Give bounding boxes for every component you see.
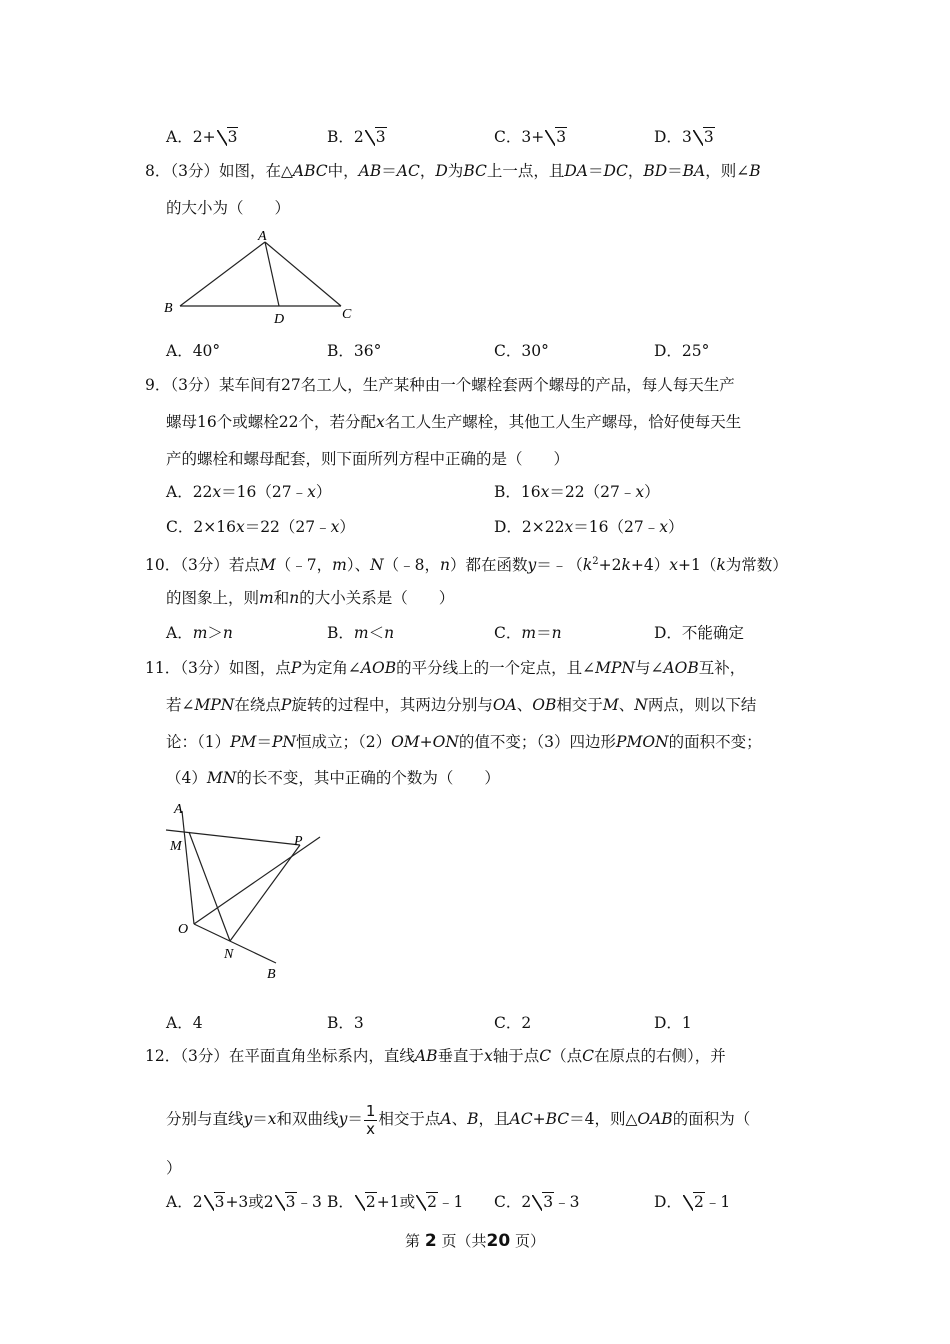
math-var: OB: [532, 696, 557, 714]
q7-option-a: [166, 127, 238, 147]
math-var: C: [582, 1047, 595, 1065]
text: ＝: [256, 733, 272, 751]
text: 的平分线上的一个定点，且∠: [396, 659, 596, 677]
text: （﹣8，: [383, 556, 441, 575]
q12-line-1: [145, 1046, 726, 1066]
math-var: k: [621, 556, 631, 575]
text: ，且: [478, 1110, 510, 1128]
text: ）: [667, 518, 684, 536]
text: ＝22（27﹣: [244, 518, 331, 536]
math-var: OAB: [637, 1110, 673, 1128]
math-var: x: [483, 1047, 493, 1065]
q12-line-3: ）: [166, 1159, 182, 1177]
q9-line-2: [166, 412, 741, 432]
radicand: 3: [703, 128, 714, 146]
q11-angle-figure: [160, 795, 330, 985]
text: ＝16（27﹣: [573, 518, 660, 536]
math-var: x: [212, 483, 222, 501]
text: 中，: [327, 162, 359, 180]
q9-option-b: [494, 482, 660, 502]
text: 互补，: [698, 659, 746, 677]
q11-option-d: D．1: [654, 1014, 692, 1032]
option-label: B．: [327, 128, 354, 146]
text: 相交于: [556, 696, 603, 714]
q9-option-c: [166, 517, 355, 537]
sqrt-symbol: [532, 1192, 554, 1212]
q12-option-d: [654, 1192, 730, 1212]
q7-option-b: [327, 127, 387, 147]
math-var: n: [551, 624, 562, 642]
question-score: （3分）: [170, 162, 219, 180]
footer-text: 页）: [514, 1232, 545, 1250]
math-var: n: [289, 589, 300, 607]
math-var: PMON: [616, 733, 669, 751]
question-score: （3分）: [180, 1047, 229, 1065]
math-var: MPN: [194, 696, 235, 714]
sqrt-symbol: [355, 1192, 377, 1212]
math-var: DC: [603, 162, 628, 180]
sqrt-symbol: [365, 127, 387, 147]
q10-line-1: [145, 552, 788, 575]
fraction-denominator: x: [366, 1119, 376, 1138]
q8-line-2: 的大小为（ ）: [166, 199, 291, 217]
text: 在原点的右侧），并: [594, 1047, 726, 1065]
math-var: PN: [271, 733, 296, 751]
text: 旋转的过程中，其两边分别与: [291, 696, 493, 714]
math-var: n: [222, 624, 233, 642]
q12-option-a: [166, 1192, 322, 1212]
q12-option-b: [327, 1192, 463, 1212]
math-var: AOB: [663, 659, 699, 677]
text: ，: [627, 162, 644, 180]
text: 两点，则以下结: [647, 696, 757, 714]
text: 为常数）: [725, 556, 788, 575]
sqrt-symbol: [204, 1192, 226, 1212]
label-a: A: [258, 229, 267, 244]
bisector-op: [194, 837, 320, 924]
math-var: x: [330, 518, 340, 536]
text: 螺母16个或螺栓22个，若分配: [166, 413, 376, 431]
math-var: y: [338, 1110, 348, 1128]
label-d: D: [274, 312, 285, 327]
text: 论：（1）: [166, 733, 231, 751]
text: ＝: [536, 624, 552, 642]
math-var: D: [435, 162, 448, 180]
radicand: 3: [556, 128, 567, 146]
text: 名工人生产螺栓，其他工人生产螺母，恰好使每天生: [384, 413, 742, 431]
text: 的面积不变；: [668, 733, 762, 751]
text: 为: [447, 162, 464, 180]
math-var: y: [243, 1110, 253, 1128]
text: （4）: [166, 769, 207, 787]
text: 、: [451, 1110, 468, 1128]
q11-line-4: [166, 768, 500, 788]
question-score: （3分）: [170, 376, 219, 394]
math-var: m: [353, 624, 369, 642]
text: C．2: [494, 1193, 532, 1211]
text: ﹣1: [704, 1193, 731, 1211]
text: A．22: [166, 483, 213, 501]
text: ﹣1: [438, 1193, 464, 1211]
text: 与∠: [634, 659, 664, 677]
line-mp: [166, 830, 300, 845]
text: ＝: [667, 162, 683, 180]
text: ，则∠: [705, 162, 750, 180]
text: 和: [273, 589, 290, 607]
label-o: O: [178, 922, 189, 937]
math-var: y: [527, 556, 537, 575]
question-number: 8．: [145, 162, 171, 180]
text: ）: [315, 483, 332, 501]
radicand: 3: [214, 1193, 225, 1211]
text: B．16: [494, 483, 541, 501]
math-var: A: [440, 1110, 452, 1128]
math-var: x: [659, 518, 668, 536]
text: ）、: [346, 556, 371, 575]
option-label: A．: [166, 624, 193, 642]
math-var: M: [259, 556, 276, 575]
math-var: n: [384, 624, 395, 642]
q8-option-a: A．40°: [166, 342, 221, 360]
text: ＜: [368, 624, 385, 642]
text: 为定角∠: [301, 659, 361, 677]
text: 轴于点: [492, 1047, 540, 1065]
text: 垂直于: [437, 1047, 484, 1065]
radicand: 3: [375, 128, 386, 146]
math-var: OA: [492, 696, 517, 714]
q11-option-b: B．3: [327, 1014, 364, 1032]
math-var: M: [602, 696, 619, 714]
math-var: k: [716, 556, 726, 575]
math-var: x: [564, 518, 574, 536]
question-number: 9．: [145, 376, 171, 394]
q8-triangle-figure: [158, 226, 363, 328]
radicand: 2: [365, 1193, 376, 1211]
label-b: B: [267, 967, 276, 982]
text: 相交于点: [378, 1110, 441, 1128]
text: B．: [327, 1193, 354, 1211]
math-var: m: [521, 624, 537, 642]
text: C．2×16: [166, 518, 236, 536]
text: ＝﹣（: [536, 556, 583, 575]
q11-line-3: [166, 732, 762, 752]
text: 若∠: [166, 696, 195, 714]
text: 、: [618, 696, 635, 714]
math-var: N: [634, 696, 648, 714]
text: ＝: [347, 1110, 363, 1128]
radicand: 3: [543, 1193, 554, 1211]
text: ＝: [588, 162, 604, 180]
total-pages: 20: [486, 1231, 511, 1251]
math-var: m: [192, 624, 208, 642]
option-label: B．: [327, 624, 354, 642]
question-number: 12．: [145, 1047, 181, 1065]
q11-option-c: C．2: [494, 1014, 532, 1032]
text: ﹣3: [554, 1193, 580, 1211]
question-number: 10．: [145, 556, 181, 575]
sqrt-symbol: [693, 127, 715, 147]
math-var: AB: [358, 162, 382, 180]
q9-line-3: 产的螺栓和螺母配套，则下面所列方程中正确的是（ ）: [166, 450, 570, 468]
text: ＞: [207, 624, 223, 642]
sqrt-symbol: [416, 1192, 438, 1212]
text: +1（: [677, 556, 717, 575]
sqrt-symbol: [683, 1192, 705, 1212]
fraction-numerator: 1: [365, 1101, 376, 1120]
text: ＝: [252, 1110, 268, 1128]
q8-option-c: C．30°: [494, 342, 549, 360]
text: ）: [339, 518, 355, 536]
text: 的值不变；（3）四边形: [458, 733, 617, 751]
math-var: AB: [414, 1047, 438, 1065]
q12-option-c: [494, 1192, 579, 1212]
math-var: B: [467, 1110, 479, 1128]
text: D．2×22: [494, 518, 565, 536]
math-var: m: [259, 589, 274, 607]
text: 、: [516, 696, 533, 714]
q12-line-2: [166, 1100, 750, 1138]
question-score: （3分）: [180, 659, 229, 677]
label-a: A: [174, 802, 183, 817]
math-var: x: [635, 483, 645, 501]
q10-option-b: [327, 623, 394, 643]
label-n: N: [224, 947, 234, 962]
option-text: 3: [681, 128, 692, 146]
radicand: 3: [227, 128, 238, 146]
math-var: x: [540, 483, 550, 501]
option-text: 3+: [521, 128, 545, 146]
math-var: MN: [206, 769, 237, 787]
text: 分别与直线: [166, 1110, 244, 1128]
text: 某车间有27名工人，生产某种由一个螺栓套两个螺母的产品，每人每天生产: [219, 376, 735, 394]
sqrt-symbol: [545, 127, 567, 147]
q8-option-d: D．25°: [654, 342, 710, 360]
footer-text: 第: [405, 1232, 421, 1250]
q10-option-a: [166, 623, 233, 643]
math-var: x: [669, 556, 678, 575]
q8-line-1: [145, 161, 761, 181]
radicand: 2: [427, 1193, 437, 1211]
label-p: P: [294, 834, 303, 849]
text: ＝: [381, 162, 397, 180]
option-text: 2+: [192, 128, 216, 146]
q11-option-a: A．4: [166, 1014, 203, 1032]
math-var: AC: [396, 162, 420, 180]
math-var: P: [290, 659, 302, 677]
option-label: C．: [494, 624, 522, 642]
math-var: x: [235, 518, 245, 536]
q9-line-1: [145, 375, 735, 395]
text: 如图，在△: [219, 162, 293, 180]
footer-text: 页（共: [441, 1232, 487, 1250]
math-var: ABC: [292, 162, 328, 180]
text: 在绕点: [234, 696, 281, 714]
q7-option-c: [494, 127, 567, 147]
math-var: AOB: [360, 659, 397, 677]
math-var: C: [539, 1047, 552, 1065]
text: ＝22（27﹣: [549, 483, 636, 501]
label-c: C: [342, 307, 352, 322]
math-var: BA: [682, 162, 706, 180]
math-var: OM+ON: [391, 733, 459, 751]
math-var: MPN: [595, 659, 635, 677]
q10-option-c: [494, 623, 562, 643]
math-var: m: [332, 556, 347, 575]
math-var: k: [582, 556, 593, 575]
option-label: C．: [494, 128, 522, 146]
text: 上一点，且: [486, 162, 565, 180]
text: 若点: [228, 556, 260, 575]
q11-line-2: [166, 695, 756, 715]
text: 和双曲线: [276, 1110, 339, 1128]
text: ＝4，则△: [569, 1110, 638, 1128]
radicand: 3: [285, 1193, 296, 1211]
text: （﹣7，: [275, 556, 333, 575]
text: +4）: [630, 556, 670, 575]
text: 的图象上，则: [166, 589, 260, 607]
text: D．: [654, 1193, 682, 1211]
segment-pn: [230, 845, 300, 941]
page-footer: [0, 1230, 950, 1251]
math-var: n: [440, 556, 451, 575]
text: （点: [551, 1047, 583, 1065]
text: +1或: [376, 1193, 416, 1211]
option-label: D．: [654, 128, 682, 146]
q9-option-d: [494, 517, 683, 537]
ray-oa: [182, 811, 194, 924]
q10-option-d: D．不能确定: [654, 624, 744, 642]
math-var: BD: [643, 162, 668, 180]
math-var: x: [375, 413, 385, 431]
q7-option-d: [654, 127, 715, 147]
math-var: BC: [463, 162, 487, 180]
radicand: 2: [693, 1193, 704, 1211]
text: ＝16（27﹣: [221, 483, 308, 501]
option-label: A．: [166, 128, 193, 146]
question-score: （3分）: [180, 556, 229, 575]
text: ﹣3: [296, 1193, 322, 1211]
math-var: N: [370, 556, 384, 575]
sqrt-symbol: [217, 127, 239, 147]
sqrt-symbol: [275, 1192, 297, 1212]
q10-line-2: [166, 588, 454, 608]
fraction-one-over-x: [364, 1103, 378, 1138]
math-var: P: [280, 696, 292, 714]
label-b: B: [164, 301, 173, 316]
text: ）: [644, 483, 660, 501]
q9-option-a: [166, 482, 331, 502]
text: 的长不变，其中正确的个数为（ ）: [236, 769, 500, 787]
segment-ba: [180, 242, 265, 306]
text: 如图，点: [228, 659, 291, 677]
math-var: x: [307, 483, 316, 501]
question-number: 11．: [145, 659, 181, 677]
text: 的面积为（: [672, 1110, 751, 1128]
q8-option-b: B．36°: [327, 342, 382, 360]
page-number: 2: [424, 1231, 437, 1251]
text: ，: [419, 162, 436, 180]
text: 恒成立；（2）: [295, 733, 392, 751]
exponent: 2: [592, 556, 599, 567]
text: +2: [598, 556, 622, 575]
math-var: x: [267, 1110, 277, 1128]
math-var: DA: [564, 162, 588, 180]
ray-ob: [194, 924, 276, 963]
math-var: PM: [230, 733, 257, 751]
q11-line-1: [145, 658, 745, 678]
text: +3或2: [225, 1193, 274, 1211]
text: 的大小关系是（ ）: [299, 589, 455, 607]
label-m: M: [170, 839, 182, 854]
option-text: 2: [353, 128, 364, 146]
text: 在平面直角坐标系内，直线: [228, 1047, 415, 1065]
text: A．2: [166, 1193, 203, 1211]
math-var: B: [749, 162, 761, 180]
text: ）都在函数: [450, 556, 528, 575]
math-var: AC+BC: [509, 1110, 570, 1128]
